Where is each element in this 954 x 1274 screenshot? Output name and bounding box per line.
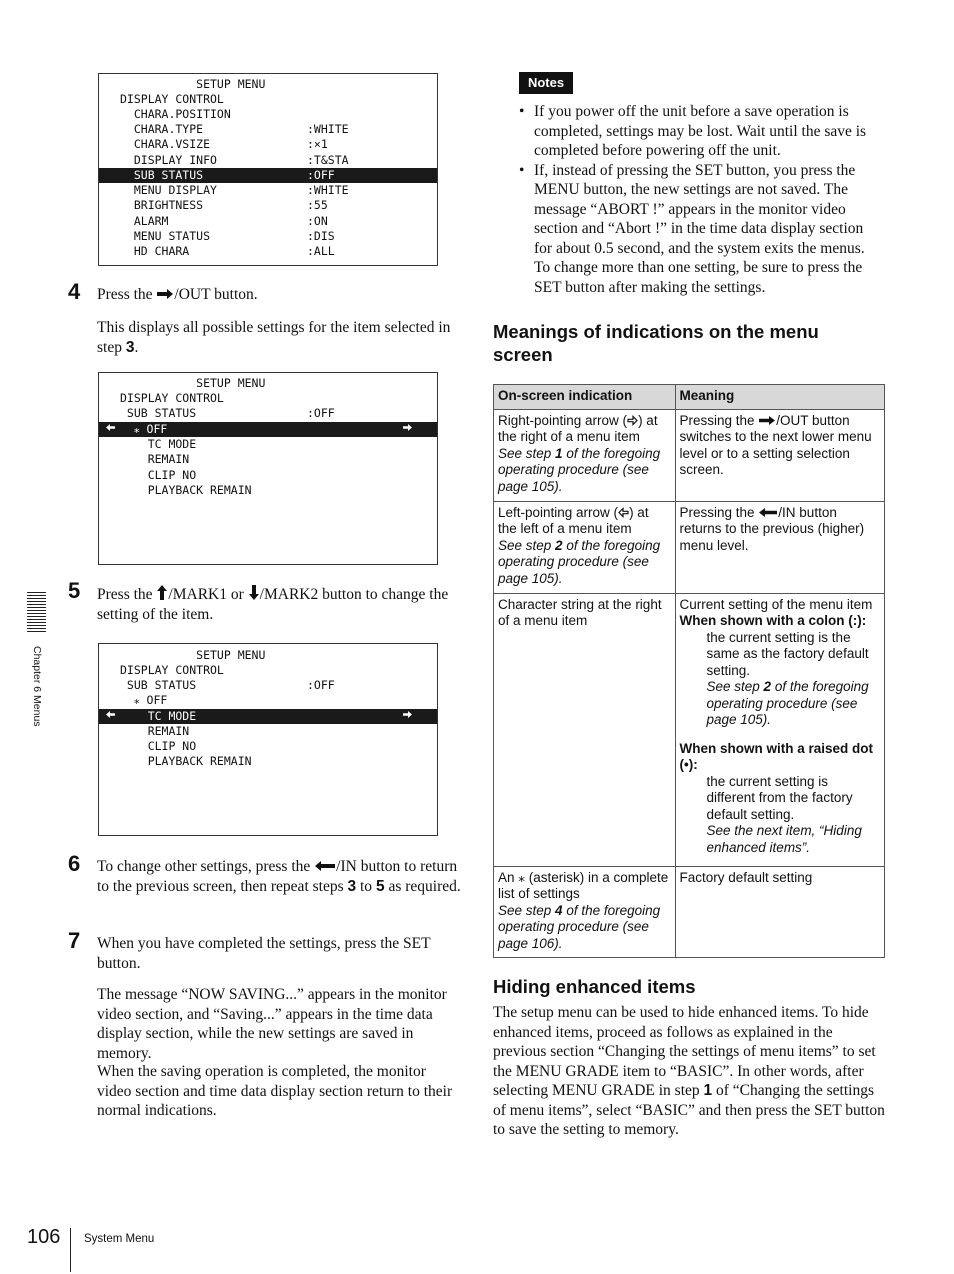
table-cell: Pressing the /IN button returns to the previous (higher) menu level.	[675, 501, 885, 593]
setup-menu-screen-2	[98, 372, 438, 565]
table-row	[494, 409, 885, 501]
chapter-label: Chapter 6 Menus	[31, 646, 43, 727]
meanings-table	[493, 384, 885, 958]
screen-row: CLIP NO	[120, 739, 197, 753]
hiding-paragraph: The setup menu can be used to hide enhanced items. To hide enhanced items, proceed as follows as explained in the previous section “Changing the settings of menu items” to set the MENU GRADE item to “BASIC”. In other words, after selecting MENU GRADE in step 1 of “Changing the settings of menu items”, select “BASIC” and then press the SET button to save the setting to memory.	[493, 1004, 885, 1138]
screen-row: PLAYBACK REMAIN	[120, 754, 252, 768]
footer-section: System Menu	[84, 1233, 155, 1245]
screen-row: ALARM :ON	[120, 214, 328, 228]
step-number: 4	[68, 279, 81, 304]
screen-row: DISPLAY CONTROL	[120, 391, 224, 405]
screen-row: ⁎ OFF	[120, 693, 168, 707]
table-row	[494, 593, 885, 866]
screen-row: DISPLAY INFO :T&STA	[120, 153, 349, 167]
table-cell: An ⁎ (asterisk) in a complete list of settings See step 4 of the foregoing operating procedure (see page 106).	[494, 866, 676, 957]
table-cell: Character string at the right of a menu item	[494, 593, 676, 866]
screen-row: CHARA.VSIZE :×1	[120, 137, 328, 151]
left-arrow-icon	[758, 505, 778, 520]
notes-badge: Notes	[519, 72, 573, 94]
right-arrow-icon	[402, 422, 413, 437]
screen-row: MENU STATUS :DIS	[120, 229, 335, 243]
column-header: On-screen indication	[494, 385, 676, 410]
screen-row: MENU DISPLAY :WHITE	[120, 183, 349, 197]
chapter-tab-marker	[27, 592, 46, 634]
right-arrow-icon	[156, 286, 174, 303]
section-heading: Meanings of indications on the menu screen	[493, 321, 819, 365]
table-cell: Current setting of the menu item When shown with a colon (:): the current setting is the same as the factory default setting. See step 2 of the foregoing operating procedure (see page 105). When shown with a raised dot (•): the current setting is different from the factory default setting. See the next item, “Hiding enhanced items”.	[675, 593, 885, 866]
screen-row: SUB STATUS :OFF	[120, 678, 335, 692]
screen-row: HD CHARA :ALL	[120, 244, 335, 258]
step-4-text: Press the /OUT button.	[97, 286, 258, 303]
left-arrow-icon	[105, 422, 116, 437]
footer-divider	[70, 1228, 71, 1272]
table-cell: Right-pointing arrow ( ) at the right of a menu item See step 1 of the foregoing operating procedure (see page 105).	[494, 409, 676, 501]
screen-row: DISPLAY CONTROL	[120, 92, 224, 106]
up-arrow-icon	[156, 586, 168, 603]
screen-row: PLAYBACK REMAIN	[120, 483, 252, 497]
table-cell: Left-pointing arrow ( ) at the left of a menu item See step 2 of the foregoing operating procedure (see page 105).	[494, 501, 676, 593]
right-arrow-icon	[627, 413, 638, 428]
setup-menu-screen-3	[98, 643, 438, 836]
step-4-paragraph: This displays all possible settings for the item selected in step 3.	[97, 319, 451, 356]
step-7-text: When you have completed the settings, press the SET button.	[97, 935, 431, 972]
column-header: Meaning	[675, 385, 885, 410]
step-number: 5	[68, 578, 81, 603]
screen-row: SETUP MENU	[120, 77, 266, 91]
table-row	[494, 501, 885, 593]
screen-row: SETUP MENU	[120, 376, 266, 390]
table-header-row	[494, 385, 885, 410]
page-number: 106	[27, 1226, 61, 1248]
step-number: 6	[68, 851, 81, 876]
screen-row: SUB STATUS :OFF	[120, 406, 335, 420]
screen-row-selected: TC MODE	[99, 709, 437, 724]
step-7-paragraph: When the saving operation is completed, the monitor video section and time data display section return to their normal indications.	[97, 1063, 453, 1119]
left-arrow-icon	[618, 505, 629, 520]
right-arrow-icon	[402, 709, 413, 724]
screen-row-selected: SUB STATUS :OFF	[99, 168, 437, 183]
screen-row: TC MODE	[120, 437, 197, 451]
screen-row: CHARA.TYPE :WHITE	[120, 122, 349, 136]
list-item: • If, instead of pressing the SET button, you press the MENU button, the new settings are not saved. The message “ABORT !” appears in the monitor video section and “Abort !” in the time data display section for about 0.5 second, and the system exits the menus. To change more than one setting, be sure to press the SET button after making the settings.	[519, 161, 865, 296]
table-cell: Pressing the /OUT button switches to the next lower menu level or to a setting selection screen.	[675, 409, 885, 501]
down-arrow-icon	[248, 586, 260, 603]
section-heading: Hiding enhanced items	[493, 976, 696, 997]
screen-row: DISPLAY CONTROL	[120, 663, 224, 677]
step-7-paragraph: The message “NOW SAVING...” appears in the monitor video section, and “Saving...” appears in the time data display section, while the new settings are saved in memory.	[97, 986, 447, 1062]
setup-menu-screen-1	[98, 73, 438, 266]
screen-row: SETUP MENU	[120, 648, 266, 662]
step-5-text: Press the /MARK1 or /MARK2 button to change the setting of the item.	[97, 586, 449, 623]
left-arrow-icon	[314, 858, 336, 875]
screen-row: CHARA.POSITION	[120, 107, 231, 121]
screen-row: REMAIN	[120, 724, 190, 738]
table-row	[494, 866, 885, 957]
right-arrow-icon	[758, 413, 776, 428]
left-arrow-icon	[105, 709, 116, 724]
notes-list	[519, 102, 884, 297]
list-item: • If you power off the unit before a save operation is completed, settings may be lost. Wait until the save is completed before powering off the unit.	[519, 103, 867, 159]
screen-row: REMAIN	[120, 452, 190, 466]
step-number: 7	[68, 928, 81, 953]
step-6-text: To change other settings, press the /IN button to return to the previous screen, then repeat steps 3 to 5 as required.	[97, 858, 461, 895]
table-cell: Factory default setting	[675, 866, 885, 957]
screen-row: CLIP NO	[120, 468, 197, 482]
screen-row-selected: ⁎ OFF	[99, 422, 437, 437]
screen-row: BRIGHTNESS :55	[120, 198, 328, 212]
